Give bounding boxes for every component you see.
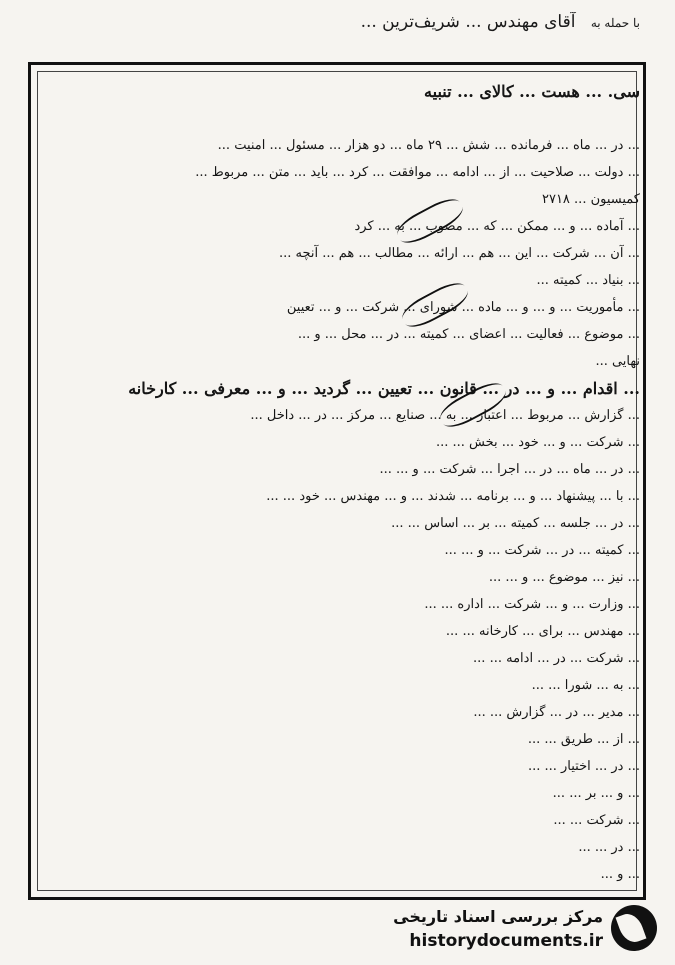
handwritten-body — [36, 78, 640, 893]
handwritten-line: ... بنیاد ... کمیته ... — [536, 273, 640, 288]
handwritten-line: ... شرکت ... و ... خود ... بخش ... ... — [436, 435, 640, 450]
handwritten-line: ... و ... — [600, 867, 640, 882]
handwritten-line: سی. ... هست ... کالای ... تنبیه — [424, 82, 640, 101]
handwritten-line: ... و ... بر ... ... — [552, 786, 640, 801]
handwritten-line: ... کمیته ... در ... شرکت ... و ... ... — [444, 543, 640, 558]
handwritten-line: ... در ... ماه ... فرمانده ... شش ... ۲۹ ماه ... دو هزار ... مسئول ... امنیت ... — [217, 138, 640, 153]
handwritten-line: ... مأموریت ... و ... و ... ماده ... شورای ... شرکت ... و ... تعیین — [286, 300, 640, 315]
handwritten-line: ... مهندس ... برای ... کارخانه ... ... — [445, 624, 640, 639]
handwritten-line — [36, 105, 640, 132]
handwritten-line: ... نیز ... موضوع ... و ... ... — [488, 570, 640, 585]
archive-watermark — [375, 903, 665, 957]
handwritten-line: ... موضوع ... فعالیت ... اعضای ... کمیته ... در ... محل ... و ... — [297, 327, 640, 342]
archive-website: historydocuments.ir — [409, 931, 603, 951]
handwritten-line: ... با ... پیشنهاد ... و ... برنامه ... شدند ... و ... مهندس ... خود ... ... — [266, 489, 640, 504]
handwritten-line: ... دولت ... صلاحیت ... از ... ادامه ... موافقت ... کرد ... باید ... متن ... مربوط ... — [195, 165, 640, 180]
archive-center-name: مرکز بررسی اسناد تاریخی — [393, 907, 603, 926]
handwritten-line: نهایی ... — [595, 354, 640, 369]
header-lead: با حمله به — [590, 16, 640, 30]
handwritten-line: ... در ... اختیار ... ... — [527, 759, 640, 774]
handwritten-line: ... گزارش ... مربوط ... اعتبار ... به ... صنایع ... مرکز ... در ... داخل ... — [250, 408, 640, 423]
handwritten-line: ... شرکت ... در ... ادامه ... ... — [473, 651, 640, 666]
handwritten-line: ... شرکت ... ... — [553, 813, 640, 828]
handwritten-line: ... در ... ... — [578, 840, 640, 855]
handwritten-line: ... از ... طریق ... ... — [527, 732, 640, 747]
handwritten-line: ... اقدام ... و ... در ... قانون ... تعیین ... گردید ... و ... معرفی ... کارخانه — [128, 379, 640, 398]
header-line — [40, 12, 640, 48]
header-text: آقای مهندس ... شریف‌ترین ... — [360, 12, 576, 32]
handwritten-line: ... آن ... شرکت ... این ... هم ... ارائه ... مطالب ... هم ... آنچه ... — [278, 246, 640, 261]
handwritten-line: ... به ... شورا ... ... — [531, 678, 640, 693]
handwritten-line: ... در ... ماه ... در ... اجرا ... شرکت ... و ... ... — [379, 462, 640, 477]
handwritten-line: ... مدیر ... در ... گزارش ... ... — [473, 705, 640, 720]
archive-logo-icon — [611, 905, 657, 951]
handwritten-line: ... آماده ... و ... ممکن ... که ... مصوب ... به ... کرد — [354, 219, 640, 234]
handwritten-line: ... در ... جلسه ... کمیته ... بر ... اساس ... ... — [391, 516, 640, 531]
handwritten-line: ... وزارت ... و ... شرکت ... اداره ... ... — [424, 597, 640, 612]
handwritten-line: کمیسیون ... ۲۷۱۸ — [541, 192, 640, 207]
